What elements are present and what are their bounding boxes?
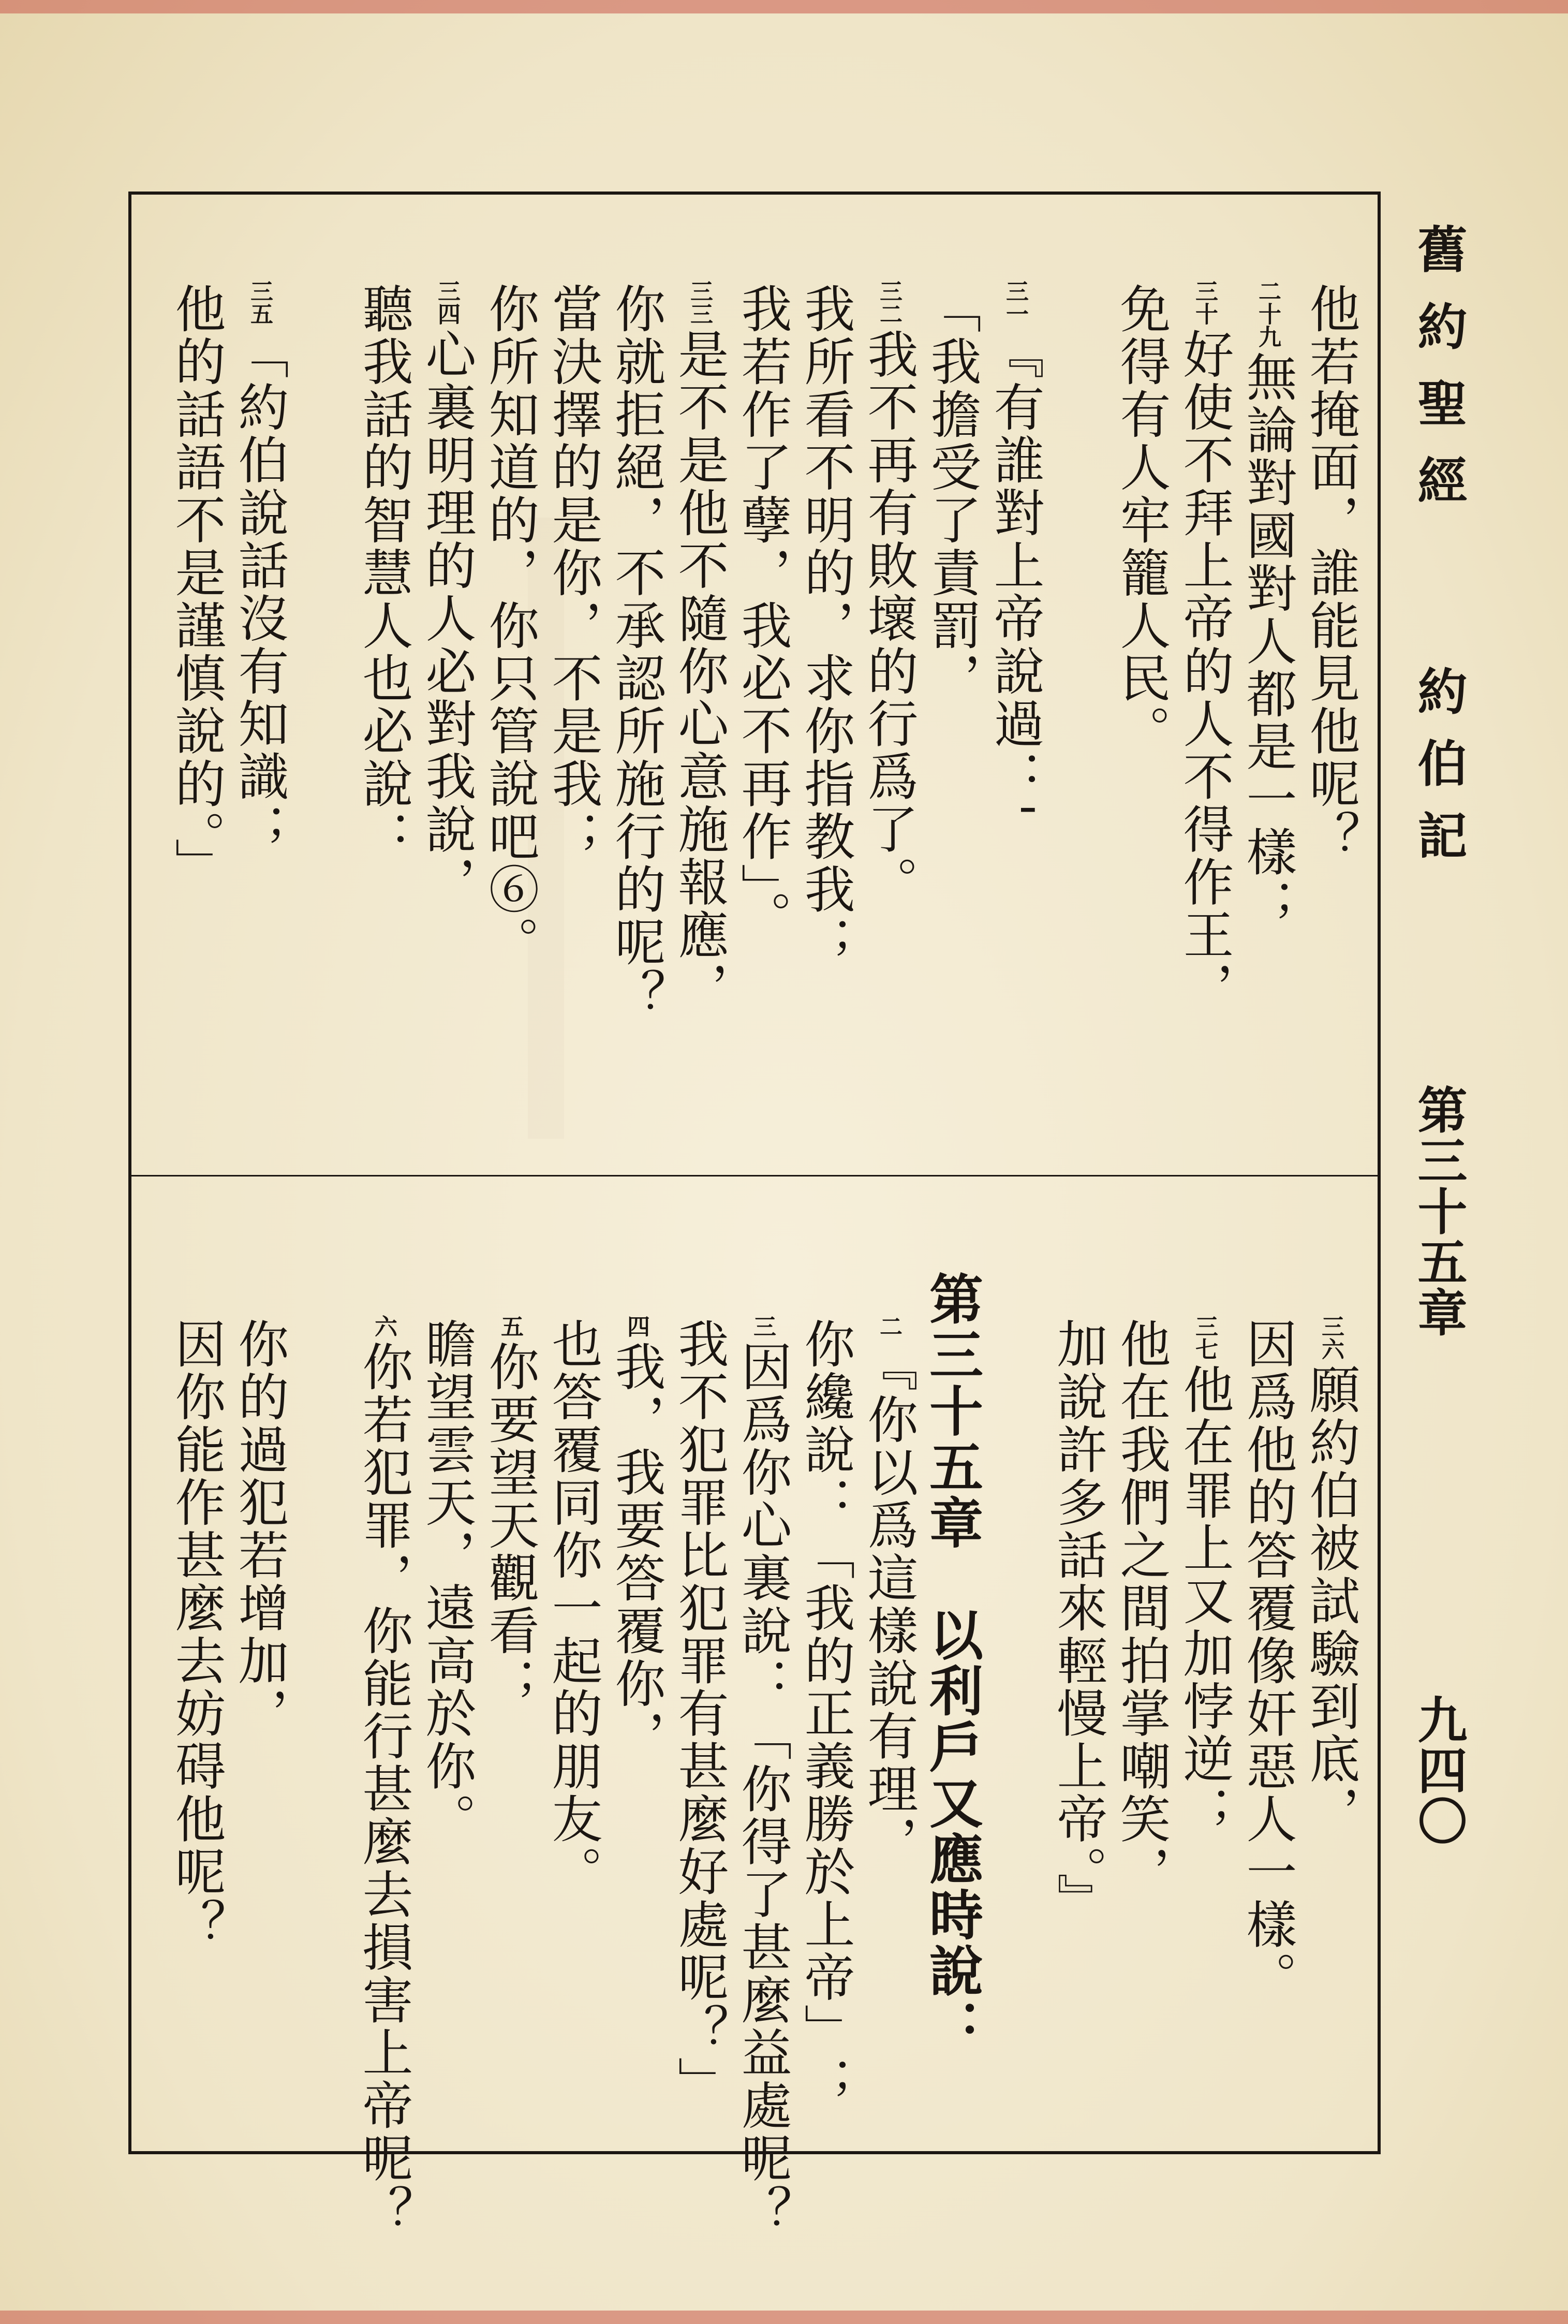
text-column: 六你若犯罪，你能行甚麼去損害上帝呢？ bbox=[354, 1315, 413, 2238]
text-column: 三十好使不拜上帝的人不得作王， bbox=[1175, 280, 1234, 1014]
page-number: 九四〇 bbox=[1410, 1694, 1468, 1846]
text-column: 你纔說：「我的正義勝於上帝」； bbox=[796, 1318, 855, 2109]
text-column: 也答覆同你一起的朋友。 bbox=[543, 1318, 602, 1899]
text-column: 三因爲你心裏說：「你得了甚麼益處呢？ bbox=[733, 1315, 792, 2238]
text-column: 瞻望雲天，遠高於你。 bbox=[417, 1318, 476, 1846]
text-column: 他的話語不是謹慎說的。」 bbox=[167, 283, 226, 891]
text-column: 他若掩面，誰能見他呢？ bbox=[1301, 283, 1360, 863]
book-title: 舊約聖經 bbox=[1410, 224, 1468, 532]
text-column: 免得有人牢籠人民。 bbox=[1112, 283, 1171, 758]
text-column: 你就拒絕，不承認所施行的呢？ bbox=[607, 283, 665, 1021]
text-column: 三七他在罪上又加悖逆； bbox=[1175, 1315, 1234, 1838]
text-column: 我若作了孽，我必不再作」。 bbox=[733, 283, 792, 943]
text-column: 三四心裏明理的人必對我說， bbox=[417, 280, 476, 909]
page-edge-bottom bbox=[0, 2311, 1568, 2324]
text-column: 三三是不是他不隨你心意施報應， bbox=[670, 280, 729, 1014]
text-column: 你的過犯若增加， bbox=[230, 1318, 289, 1740]
text-column: 三一『有誰對上帝說過：' bbox=[985, 280, 1044, 819]
text-column: 因你能作甚麼去妨碍他呢？ bbox=[167, 1318, 226, 1951]
text-column: 三六願約伯被試驗到底， bbox=[1301, 1315, 1360, 1838]
text-column: 三五「約伯說話沒有知識； bbox=[230, 280, 289, 856]
chapter-title: 第三十五章 以利戶又應時說： bbox=[920, 1271, 984, 2055]
chapter-heading-margin: 第三十五章 bbox=[1410, 1084, 1468, 1338]
text-column: 因爲他的答覆像奸惡人一樣。 bbox=[1238, 1318, 1297, 2004]
text-column: 你所知道的，你只管說吧⑥。 bbox=[480, 283, 539, 968]
text-column: 他在我們之間拍掌嘲笑， bbox=[1112, 1318, 1171, 1899]
text-column: 三二我不再有敗壞的行爲了。 bbox=[859, 280, 918, 909]
text-column: 當決擇的是你，不是我； bbox=[543, 283, 602, 863]
page-edge-top bbox=[0, 0, 1568, 13]
text-column: 「我擔受了責罰， bbox=[922, 283, 981, 705]
text-column: 四我，我要答覆你， bbox=[607, 1315, 665, 1763]
section-divider bbox=[131, 1175, 1378, 1176]
book-name: 約伯記 bbox=[1410, 666, 1468, 882]
text-column: 聽我話的智慧人也必說： bbox=[354, 283, 413, 863]
text-column: 二『你以爲這樣說有理， bbox=[859, 1315, 918, 1869]
text-column: 我所看不明的，求你指教我； bbox=[796, 283, 855, 968]
text-column: 我不犯罪比犯罪有甚麼好處呢？」 bbox=[670, 1318, 729, 2109]
text-column: 二十九無論對國對人都是一樣； bbox=[1238, 280, 1297, 932]
text-column: 加說許多話來輕慢上帝。』 bbox=[1048, 1318, 1107, 1926]
text-column: 五你要望天觀看； bbox=[480, 1315, 539, 1710]
